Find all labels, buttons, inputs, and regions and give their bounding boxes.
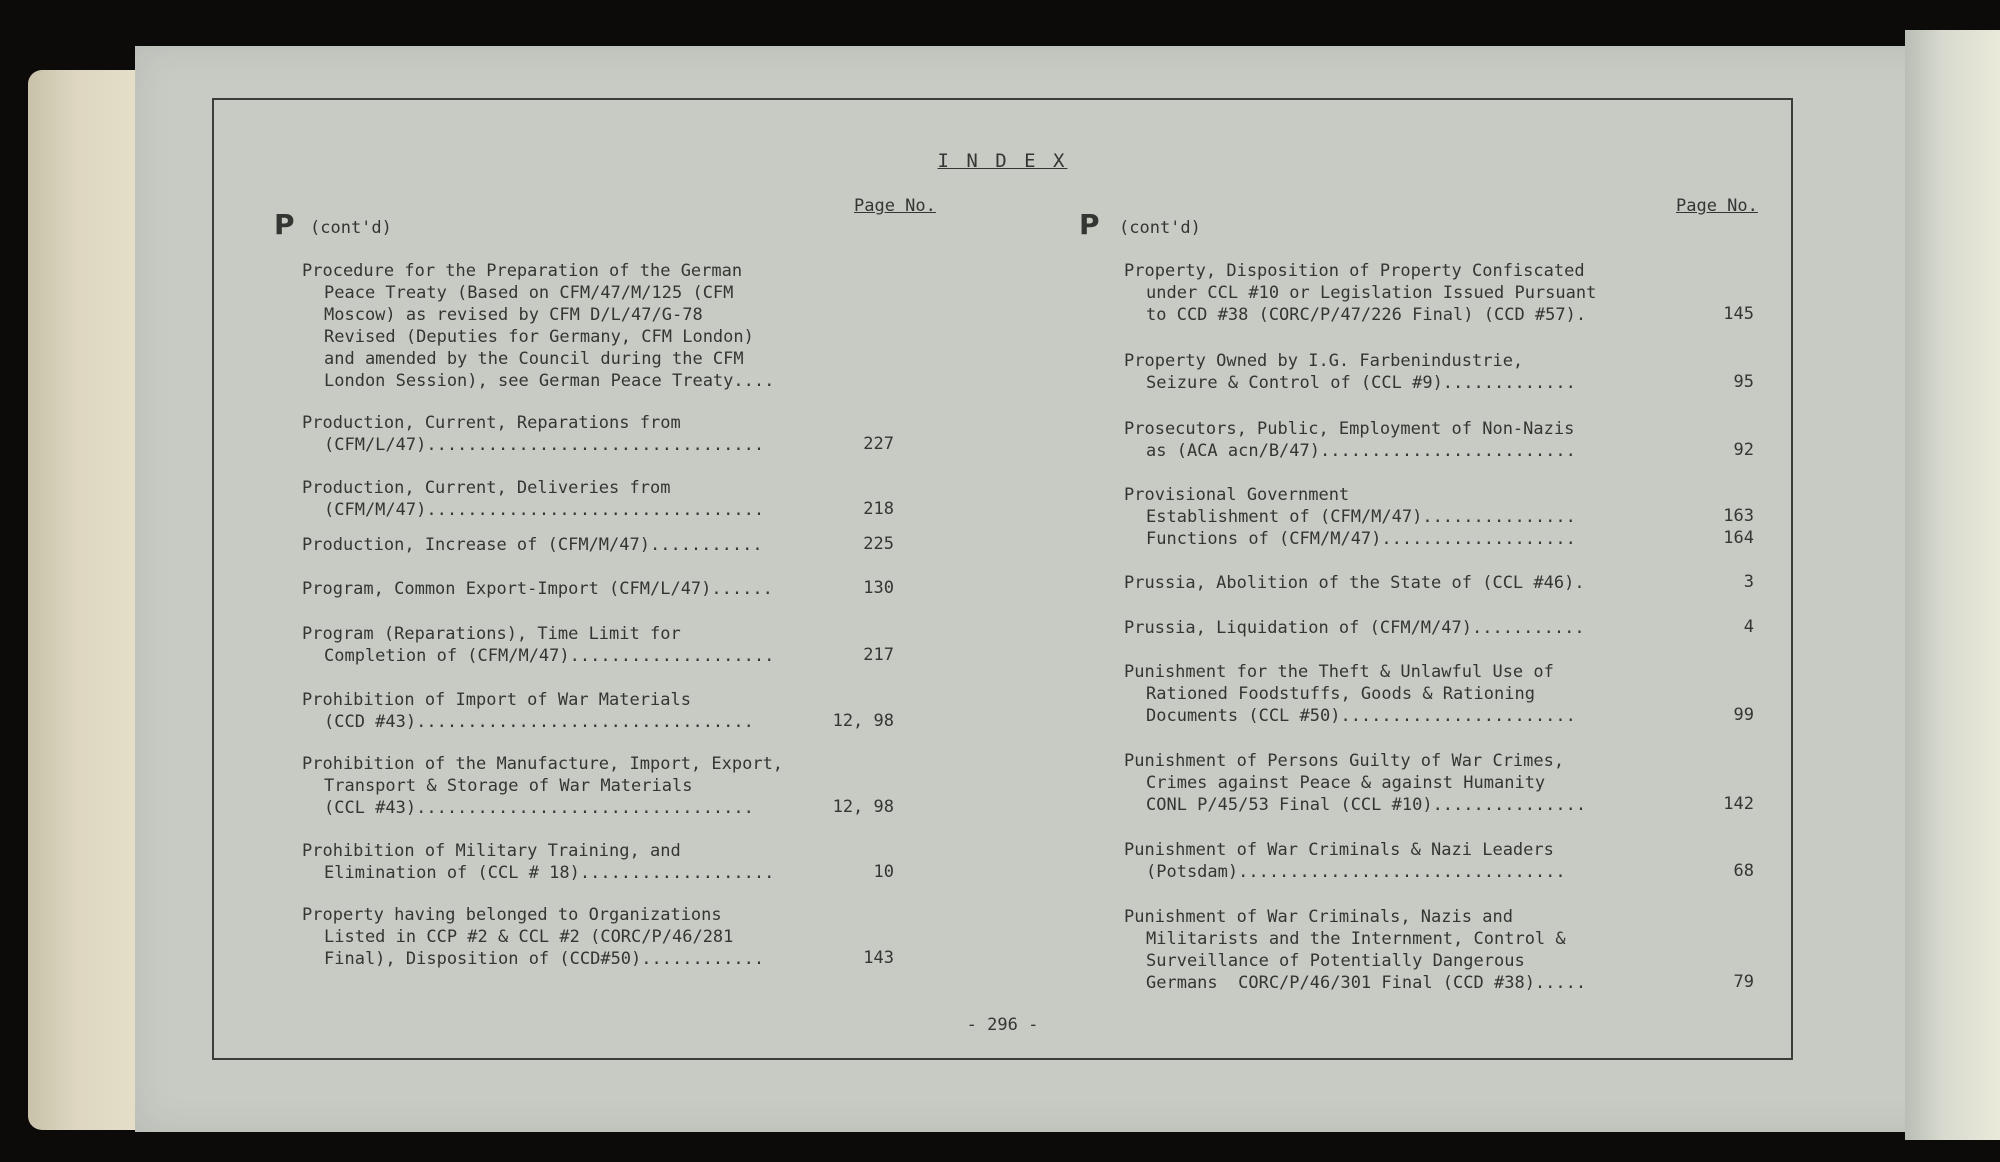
entry-line: Transport & Storage of War Materials xyxy=(324,776,693,796)
entry-line: (CCD #43)................................. xyxy=(324,712,754,732)
entry-page-number: 99 xyxy=(1733,705,1754,725)
section-contd: (cont'd) xyxy=(310,218,392,238)
index-entry xyxy=(1124,572,1585,594)
entry-page-number: 92 xyxy=(1733,440,1754,460)
index-entry xyxy=(302,477,764,521)
index-entry xyxy=(1124,418,1576,462)
entry-line: London Session), see German Peace Treaty.... xyxy=(324,371,775,391)
entry-page-number: 12, 98 xyxy=(832,711,894,731)
entry-line: Establishment of (CFM/M/47)............... xyxy=(1146,507,1576,527)
entry-line: Punishment of Persons Guilty of War Crimes, xyxy=(1124,751,1565,771)
entry-line: Prohibition of Import of War Materials xyxy=(302,690,691,710)
index-entry xyxy=(1124,661,1576,727)
index-entry xyxy=(302,623,774,667)
entry-line: Functions of (CFM/M/47)................... xyxy=(1146,529,1576,549)
index-entry xyxy=(302,534,763,556)
entry-page-number: 163 xyxy=(1723,506,1754,526)
entry-line: under CCL #10 or Legislation Issued Pursuant xyxy=(1146,283,1597,303)
entry-line: Germans CORC/P/46/301 Final (CCD #38)..... xyxy=(1146,973,1587,993)
entry-page-number: 227 xyxy=(863,434,894,454)
entry-line: Production, Current, Reparations from xyxy=(302,413,681,433)
entry-page-number: 142 xyxy=(1723,794,1754,814)
entry-line: Program, Common Export-Import (CFM/L/47)...... xyxy=(302,579,773,599)
entry-page-number: 145 xyxy=(1723,304,1754,324)
entry-page-number: 79 xyxy=(1733,972,1754,992)
entry-line: Prussia, Abolition of the State of (CCL #46). xyxy=(1124,573,1585,593)
entry-line: Rationed Foodstuffs, Goods & Rationing xyxy=(1146,684,1535,704)
right-column xyxy=(1034,100,1791,1058)
index-entry xyxy=(1124,484,1576,550)
entry-page-number: 68 xyxy=(1733,861,1754,881)
entry-line: Punishment for the Theft & Unlawful Use of xyxy=(1124,662,1554,682)
entry-line: Punishment of War Criminals, Nazis and xyxy=(1124,907,1513,927)
left-column xyxy=(214,100,974,1058)
section-letter: P xyxy=(1079,208,1100,241)
entry-line: Elimination of (CCL # 18)................... xyxy=(324,863,775,883)
entry-page-number: 164 xyxy=(1723,528,1754,548)
entry-line: Punishment of War Criminals & Nazi Leaders xyxy=(1124,840,1554,860)
entry-line: Property, Disposition of Property Confiscated xyxy=(1124,261,1585,281)
entry-line: as (ACA acn/B/47)......................... xyxy=(1146,441,1576,461)
entry-line: Crimes against Peace & against Humanity xyxy=(1146,773,1546,793)
section-letter: P xyxy=(274,208,295,241)
entry-line: Prosecutors, Public, Employment of Non-Nazis xyxy=(1124,419,1575,439)
page-number-header: Page No. xyxy=(1676,196,1758,216)
index-entry xyxy=(1124,750,1586,816)
entry-line: and amended by the Council during the CFM xyxy=(324,349,744,369)
entry-line: Moscow) as revised by CFM D/L/47/G-78 xyxy=(324,305,703,325)
entry-line: Provisional Government xyxy=(1124,485,1350,505)
entry-line: Surveillance of Potentially Dangerous xyxy=(1146,951,1525,971)
entry-line: to CCD #38 (CORC/P/47/226 Final) (CCD #57). xyxy=(1146,305,1587,325)
entry-line: (CFM/M/47)................................. xyxy=(324,500,765,520)
entry-page-number: 225 xyxy=(863,534,894,554)
index-entry xyxy=(302,260,774,392)
entry-line: Production, Current, Deliveries from xyxy=(302,478,671,498)
index-entry xyxy=(302,904,764,970)
entry-line: Production, Increase of (CFM/M/47)........... xyxy=(302,535,763,555)
index-entry xyxy=(302,753,783,819)
entry-line: Seizure & Control of (CCL #9)............. xyxy=(1146,373,1576,393)
entry-page-number: 10 xyxy=(873,862,894,882)
page-number-header: Page No. xyxy=(854,196,936,216)
index-entry xyxy=(302,412,764,456)
index-entry xyxy=(302,578,773,600)
entry-page-number: 143 xyxy=(863,948,894,968)
entry-page-number: 12, 98 xyxy=(832,797,894,817)
entry-line: Property having belonged to Organizations xyxy=(302,905,722,925)
index-entry xyxy=(1124,617,1585,639)
entry-line: Prohibition of the Manufacture, Import, Export, xyxy=(302,754,784,774)
entry-line: Property Owned by I.G. Farbenindustrie, xyxy=(1124,351,1524,371)
entry-page-number: 95 xyxy=(1733,372,1754,392)
entry-page-number: 218 xyxy=(863,499,894,519)
entry-line: (Potsdam)................................ xyxy=(1146,862,1566,882)
page-number-footer: - 296 - xyxy=(966,1015,1039,1035)
entry-line: Prohibition of Military Training, and xyxy=(302,841,681,861)
entry-line: CONL P/45/53 Final (CCL #10)............... xyxy=(1146,795,1587,815)
entry-line: Peace Treaty (Based on CFM/47/M/125 (CFM xyxy=(324,283,734,303)
entry-page-number: 3 xyxy=(1743,572,1754,592)
index-entry xyxy=(302,689,754,733)
index-entry xyxy=(1124,260,1596,326)
index-entry xyxy=(1124,350,1576,394)
entry-page-number: 217 xyxy=(863,645,894,665)
index-entry xyxy=(302,840,774,884)
entry-line: Final), Disposition of (CCD#50)............ xyxy=(324,949,765,969)
index-title: I N D E X xyxy=(937,150,1068,172)
page-edge xyxy=(1905,30,2000,1140)
section-contd: (cont'd) xyxy=(1119,218,1201,238)
entry-page-number: 4 xyxy=(1743,617,1754,637)
entry-line: Listed in CCP #2 & CCL #2 (CORC/P/46/281 xyxy=(324,927,734,947)
entry-line: Prussia, Liquidation of (CFM/M/47)........... xyxy=(1124,618,1585,638)
index-entry xyxy=(1124,839,1566,883)
entry-line: (CCL #43)................................. xyxy=(324,798,754,818)
entry-line: Program (Reparations), Time Limit for xyxy=(302,624,681,644)
index-entry xyxy=(1124,906,1586,994)
entry-line: Revised (Deputies for Germany, CFM London) xyxy=(324,327,754,347)
entry-line: Completion of (CFM/M/47).................... xyxy=(324,646,775,666)
index-frame xyxy=(212,98,1793,1060)
entry-line: Procedure for the Preparation of the German xyxy=(302,261,743,281)
book-spine xyxy=(28,70,148,1130)
entry-line: Documents (CCL #50)....................... xyxy=(1146,706,1576,726)
entry-line: (CFM/L/47)................................. xyxy=(324,435,765,455)
entry-page-number: 130 xyxy=(863,578,894,598)
entry-line: Militarists and the Internment, Control & xyxy=(1146,929,1566,949)
